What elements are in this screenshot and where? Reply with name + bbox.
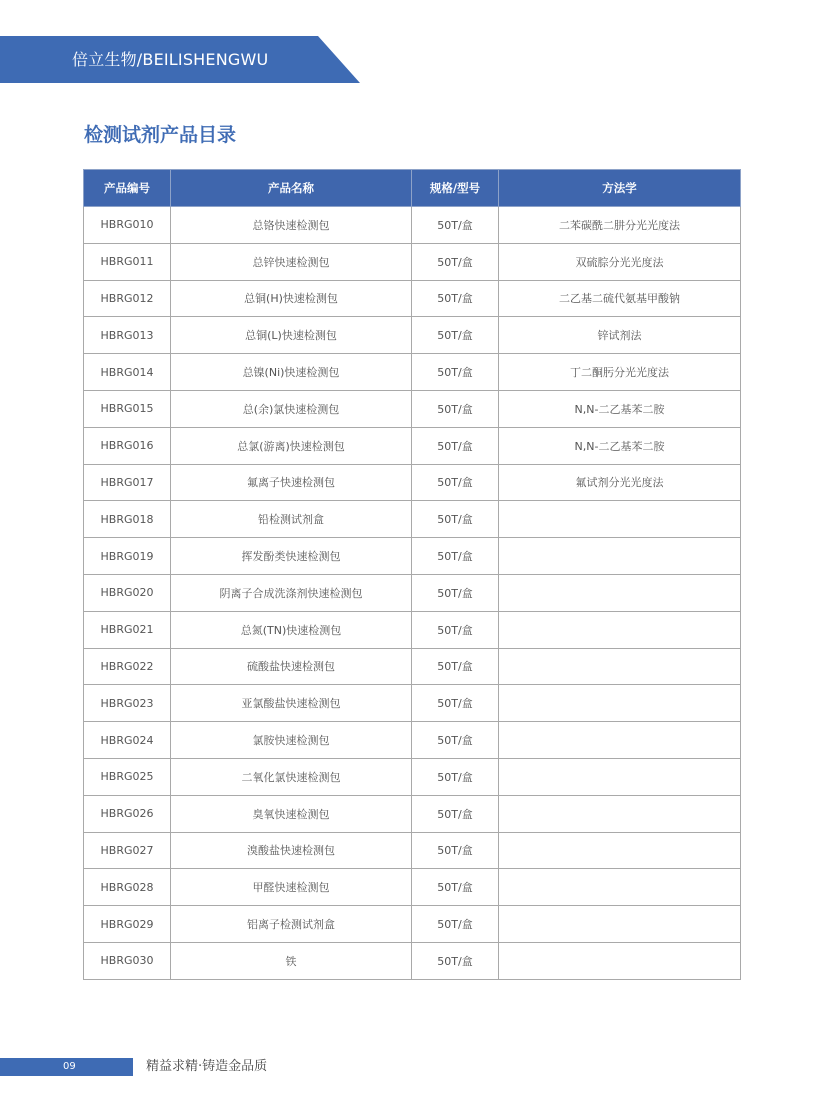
method-cell <box>499 611 741 648</box>
table-row <box>84 722 741 759</box>
spec-cell: 50T/盒 <box>412 648 499 685</box>
method-cell: 二苯碳酰二肼分光光度法 <box>499 207 741 244</box>
spec-cell: 50T/盒 <box>412 243 499 280</box>
spec-cell: 50T/盒 <box>412 722 499 759</box>
column-header-method: 方法学 <box>499 170 741 207</box>
product-code-cell: HBRG012 <box>84 280 171 317</box>
product-name-cell: 总铬快速检测包 <box>171 207 412 244</box>
table-row <box>84 758 741 795</box>
product-name-cell: 氯胺快速检测包 <box>171 722 412 759</box>
spec-cell: 50T/盒 <box>412 574 499 611</box>
spec-cell: 50T/盒 <box>412 207 499 244</box>
column-header-code: 产品编号 <box>84 170 171 207</box>
method-cell <box>499 501 741 538</box>
table-row <box>84 795 741 832</box>
product-code-cell: HBRG021 <box>84 611 171 648</box>
spec-cell: 50T/盒 <box>412 611 499 648</box>
method-cell: 双硫腙分光光度法 <box>499 243 741 280</box>
product-name-cell: 臭氧快速检测包 <box>171 795 412 832</box>
product-name-cell: 总铜(H)快速检测包 <box>171 280 412 317</box>
method-cell: 丁二酮肟分光光度法 <box>499 354 741 391</box>
table-row <box>84 648 741 685</box>
product-name-cell: 总氮(TN)快速检测包 <box>171 611 412 648</box>
product-code-cell: HBRG016 <box>84 427 171 464</box>
product-name-cell: 铝离子检测试剂盒 <box>171 906 412 943</box>
method-cell <box>499 722 741 759</box>
product-name-cell: 总(余)氯快速检测包 <box>171 390 412 427</box>
product-code-cell: HBRG019 <box>84 538 171 575</box>
product-code-cell: HBRG011 <box>84 243 171 280</box>
method-cell: 二乙基二硫代氨基甲酸钠 <box>499 280 741 317</box>
method-cell: 氟试剂分光光度法 <box>499 464 741 501</box>
table-row <box>84 611 741 648</box>
banner-text: 倍立生物/BEILISHENGWU <box>72 50 269 69</box>
table-row <box>84 354 741 391</box>
method-cell <box>499 574 741 611</box>
spec-cell: 50T/盒 <box>412 942 499 979</box>
footer-page-bar <box>0 1058 133 1076</box>
header-banner <box>0 36 360 83</box>
spec-cell: 50T/盒 <box>412 906 499 943</box>
product-code-cell: HBRG030 <box>84 942 171 979</box>
table-row <box>84 574 741 611</box>
section-title: 检测试剂产品目录 <box>84 124 237 146</box>
product-name-cell: 阴离子合成洗涤剂快速检测包 <box>171 574 412 611</box>
method-cell <box>499 906 741 943</box>
product-code-cell: HBRG015 <box>84 390 171 427</box>
spec-cell: 50T/盒 <box>412 427 499 464</box>
product-code-cell: HBRG017 <box>84 464 171 501</box>
method-cell <box>499 685 741 722</box>
product-name-cell: 总锌快速检测包 <box>171 243 412 280</box>
method-cell <box>499 942 741 979</box>
spec-cell: 50T/盒 <box>412 832 499 869</box>
table-row <box>84 942 741 979</box>
method-cell <box>499 795 741 832</box>
product-code-cell: HBRG022 <box>84 648 171 685</box>
product-name-cell: 挥发酚类快速检测包 <box>171 538 412 575</box>
product-code-cell: HBRG023 <box>84 685 171 722</box>
spec-cell: 50T/盒 <box>412 390 499 427</box>
table-body <box>84 207 741 980</box>
product-code-cell: HBRG014 <box>84 354 171 391</box>
product-code-cell: HBRG029 <box>84 906 171 943</box>
table-row <box>84 464 741 501</box>
spec-cell: 50T/盒 <box>412 685 499 722</box>
product-code-cell: HBRG024 <box>84 722 171 759</box>
method-cell: 锌试剂法 <box>499 317 741 354</box>
table-row <box>84 427 741 464</box>
spec-cell: 50T/盒 <box>412 795 499 832</box>
product-code-cell: HBRG025 <box>84 758 171 795</box>
spec-cell: 50T/盒 <box>412 501 499 538</box>
table-row <box>84 501 741 538</box>
table-row <box>84 207 741 244</box>
table-row <box>84 685 741 722</box>
product-name-cell: 亚氯酸盐快速检测包 <box>171 685 412 722</box>
product-name-cell: 溴酸盐快速检测包 <box>171 832 412 869</box>
product-name-cell: 甲醛快速检测包 <box>171 869 412 906</box>
page-number: 09 <box>63 1061 76 1072</box>
spec-cell: 50T/盒 <box>412 354 499 391</box>
table-row <box>84 243 741 280</box>
product-code-cell: HBRG018 <box>84 501 171 538</box>
column-header-name: 产品名称 <box>171 170 412 207</box>
table-row <box>84 538 741 575</box>
product-catalog-table <box>83 169 741 980</box>
footer-slogan: 精益求精·铸造金品质 <box>146 1059 268 1074</box>
product-code-cell: HBRG028 <box>84 869 171 906</box>
method-cell <box>499 538 741 575</box>
spec-cell: 50T/盒 <box>412 317 499 354</box>
spec-cell: 50T/盒 <box>412 538 499 575</box>
product-code-cell: HBRG027 <box>84 832 171 869</box>
product-name-cell: 总铜(L)快速检测包 <box>171 317 412 354</box>
table-row <box>84 906 741 943</box>
product-name-cell: 氟离子快速检测包 <box>171 464 412 501</box>
table-row <box>84 390 741 427</box>
product-code-cell: HBRG026 <box>84 795 171 832</box>
product-code-cell: HBRG020 <box>84 574 171 611</box>
product-name-cell: 铁 <box>171 942 412 979</box>
spec-cell: 50T/盒 <box>412 464 499 501</box>
product-name-cell: 铅检测试剂盒 <box>171 501 412 538</box>
table-row <box>84 869 741 906</box>
method-cell <box>499 832 741 869</box>
product-name-cell: 二氧化氯快速检测包 <box>171 758 412 795</box>
product-name-cell: 硫酸盐快速检测包 <box>171 648 412 685</box>
method-cell <box>499 648 741 685</box>
method-cell <box>499 758 741 795</box>
table-row <box>84 832 741 869</box>
spec-cell: 50T/盒 <box>412 758 499 795</box>
column-header-spec: 规格/型号 <box>412 170 499 207</box>
product-code-cell: HBRG010 <box>84 207 171 244</box>
table-header-row <box>84 170 741 207</box>
product-code-cell: HBRG013 <box>84 317 171 354</box>
method-cell <box>499 869 741 906</box>
method-cell: N,N-二乙基苯二胺 <box>499 390 741 427</box>
table-row <box>84 317 741 354</box>
table-row <box>84 280 741 317</box>
product-name-cell: 总氯(游离)快速检测包 <box>171 427 412 464</box>
spec-cell: 50T/盒 <box>412 280 499 317</box>
product-name-cell: 总镍(Ni)快速检测包 <box>171 354 412 391</box>
method-cell: N,N-二乙基苯二胺 <box>499 427 741 464</box>
spec-cell: 50T/盒 <box>412 869 499 906</box>
